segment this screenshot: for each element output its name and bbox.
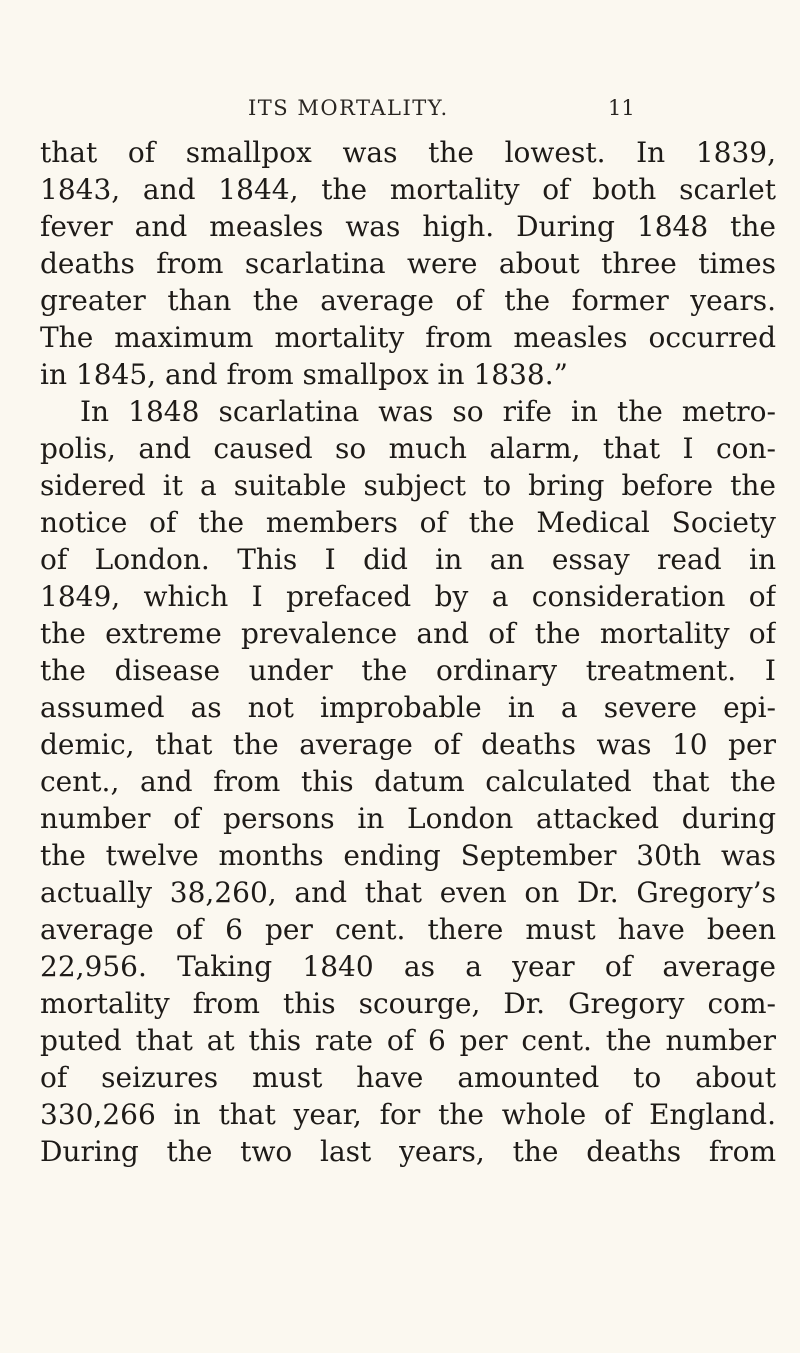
text-line: the disease under the ordinary treatment. I — [40, 654, 776, 687]
text-line: the extreme prevalence and of the mortality of — [40, 617, 776, 650]
text-line: During the two last years, the deaths from — [40, 1135, 776, 1168]
text-line: 1849, which I prefaced by a consideration of — [40, 580, 776, 613]
text-line: mortality from this scourge, Dr. Gregory com- — [40, 987, 776, 1020]
text-line: average of 6 per cent. there must have been — [40, 913, 776, 946]
text-line: cent., and from this datum calculated that the — [40, 765, 776, 798]
text-line: demic, that the average of deaths was 10 per — [40, 728, 776, 761]
text-line: the twelve months ending September 30th was — [40, 839, 776, 872]
text-line: of London. This I did in an essay read in — [40, 543, 776, 576]
text-line: deaths from scarlatina were about three times — [40, 247, 776, 280]
text-line: greater than the average of the former years. — [40, 284, 776, 317]
text-line: that of smallpox was the lowest. In 1839, — [40, 136, 776, 169]
text-line: in 1845, and from smallpox in 1838.” — [40, 358, 568, 391]
text-line: puted that at this rate of 6 per cent. the number — [40, 1024, 776, 1057]
text-line: The maximum mortality from measles occurred — [40, 321, 776, 354]
page-header — [0, 96, 800, 126]
text-line: assumed as not improbable in a severe epi- — [40, 691, 776, 724]
text-line: 22,956. Taking 1840 as a year of average — [40, 950, 776, 983]
text-line: of seizures must have amounted to about — [40, 1061, 776, 1094]
text-line: sidered it a suitable subject to bring before the — [40, 469, 776, 502]
page-number: 11 — [608, 96, 635, 120]
text-line: 1843, and 1844, the mortality of both scarlet — [40, 173, 776, 206]
text-line: 330,266 in that year, for the whole of England. — [40, 1098, 776, 1131]
text-line: number of persons in London attacked during — [40, 802, 776, 835]
text-line: actually 38,260, and that even on Dr. Gregory’s — [40, 876, 776, 909]
running-title: ITS MORTALITY. — [248, 96, 449, 120]
text-line: fever and measles was high. During 1848 the — [40, 210, 776, 243]
text-line: polis, and caused so much alarm, that I con- — [40, 432, 776, 465]
text-line: notice of the members of the Medical Society — [40, 506, 776, 539]
paragraph-start-line: In 1848 scarlatina was so rife in the metro- — [80, 395, 776, 428]
